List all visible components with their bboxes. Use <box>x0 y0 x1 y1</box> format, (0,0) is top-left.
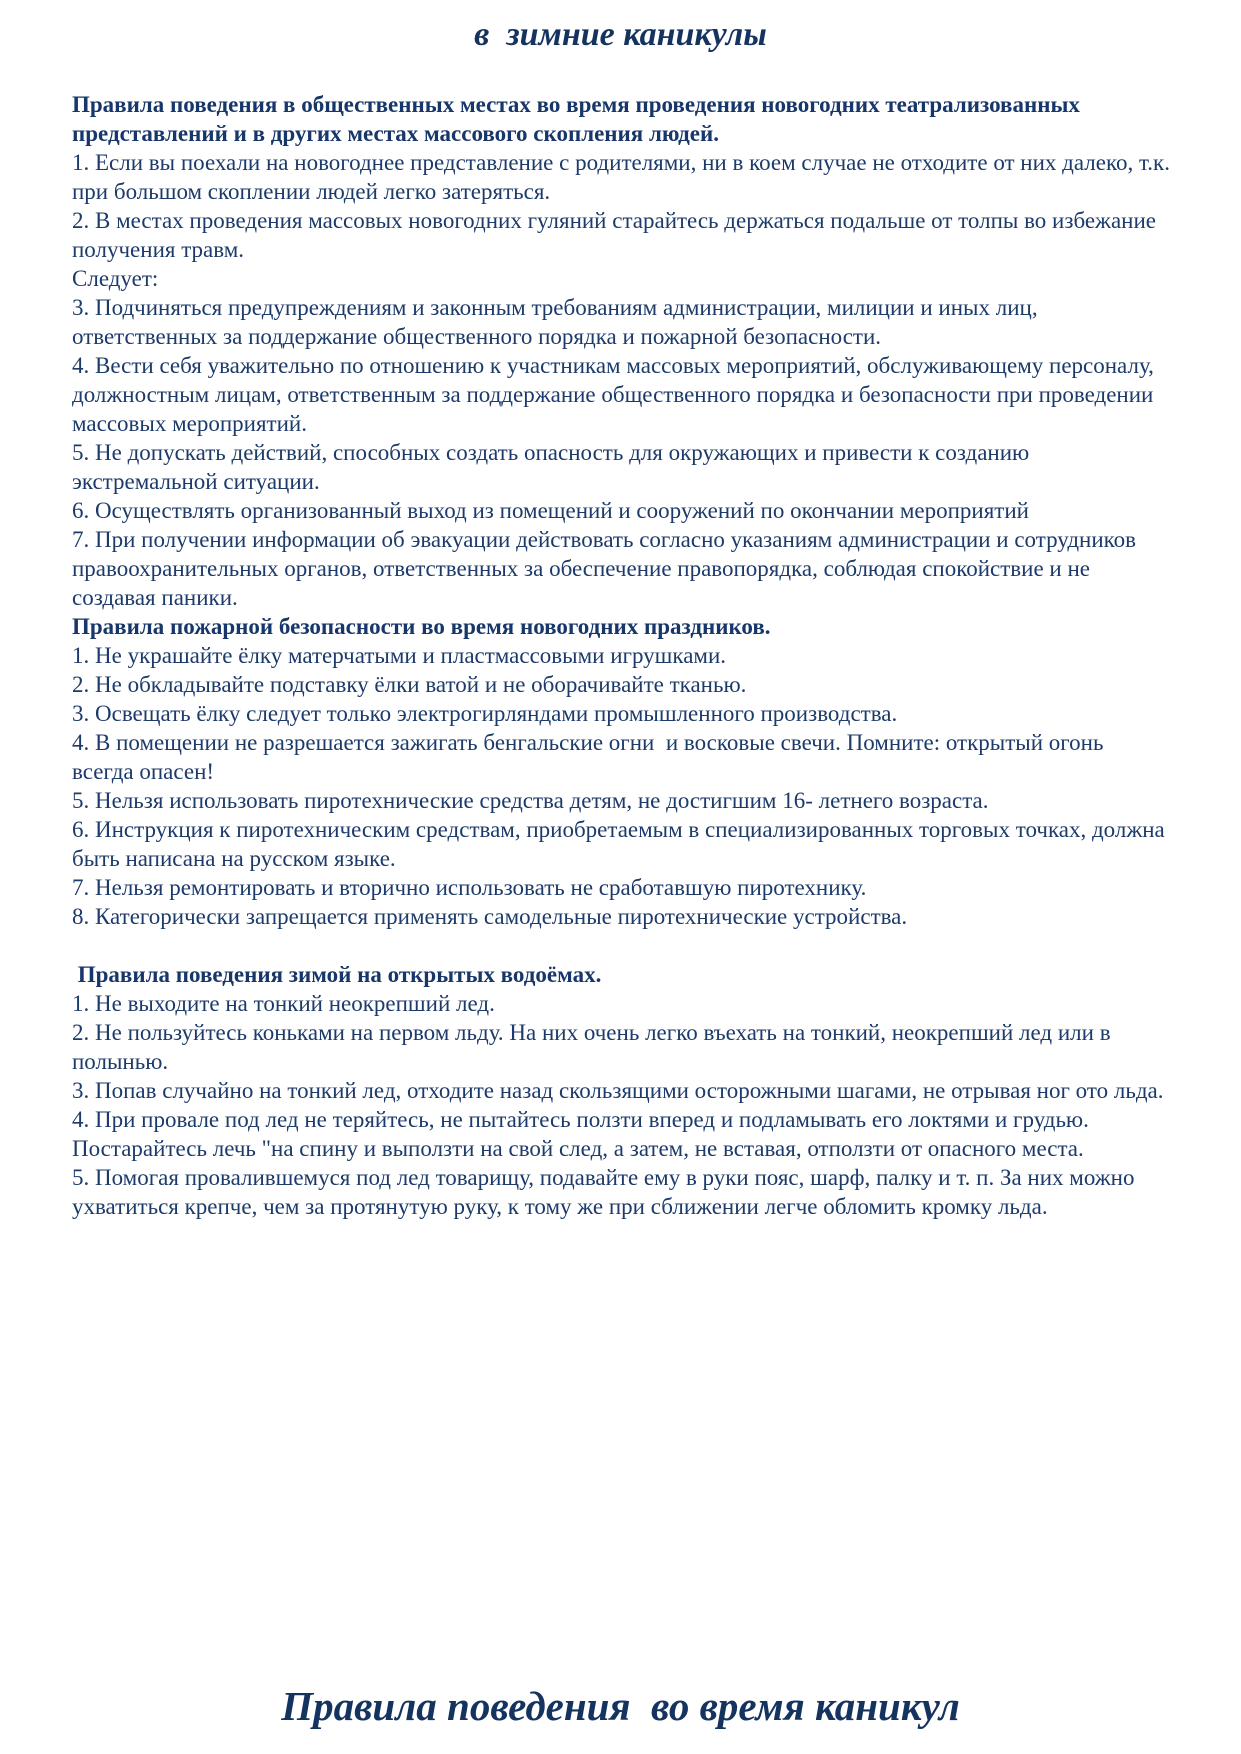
list-item: 7. При получении информации об эвакуации действовать согласно указаниям администрации и сотрудников правоохранительных органов, ответственных за обеспечение правопорядка, соблюдая спокойствие и не создавая паники. <box>72 527 1142 610</box>
list-item: 3. Попав случайно на тонкий лед, отходите назад скользящими осторожными шагами, не отрывая ног ото льда. <box>72 1078 1164 1103</box>
list-item: 4. В помещении не разрешается зажигать бенгальские огни и восковые свечи. Помните: открытый огонь всегда опасен! <box>72 730 1110 784</box>
section-ice-safety <box>72 960 1170 1221</box>
list-item: 6. Инструкция к пиротехническим средствам, приобретаемым в специализированных торговых точках, должна быть написана на русском языке. <box>72 817 1171 871</box>
list-item: 2. В местах проведения массовых новогодних гуляний старайтесь держаться подальше от толпы во избежание получения травм. <box>72 208 1162 262</box>
section-public-places <box>72 90 1176 612</box>
list-item: 5. Помогая провалившемуся под лед товарищу, подавайте ему в руки пояс, шарф, палку и т. п. За них можно ухватиться крепче, чем за протянутую руку, к тому же при сближении легче обломить кромку льда. <box>72 1165 1141 1219</box>
section-fire-safety <box>72 612 1170 931</box>
list-item: 5. Не допускать действий, способных создать опасность для окружающих и привести к созданию экстремальной ситуации. <box>72 440 1035 494</box>
list-item: 8. Категорически запрещается применять самодельные пиротехнические устройства. <box>72 904 908 929</box>
section-heading: Правила поведения в общественных местах во время проведения новогодних театрализованных представлений и в других местах массового скопления людей. <box>72 92 1086 146</box>
list-item: 2. Не пользуйтесь коньками на первом льду. На них очень легко въехать на тонкий, неокрепший лед или в полынью. <box>72 1020 1117 1074</box>
list-item: 1. Не украшайте ёлку матерчатыми и пластмассовыми игрушками. <box>72 643 727 668</box>
document-body <box>72 90 1176 1221</box>
list-item: 6. Осуществлять организованный выход из помещений и сооружений по окончании мероприятий <box>72 498 1029 523</box>
list-item: 2. Не обкладывайте подставку ёлки ватой и не оборачивайте тканью. <box>72 672 747 697</box>
list-item: 4. При провале под лед не теряйтесь, не пытайтесь ползти вперед и подламывать его локтями и грудью. Постарайтесь лечь "на спину и выползти на свой след, а затем, не вставая, отползти от опасного места. <box>72 1107 1095 1161</box>
list-item: Следует: <box>72 266 159 291</box>
list-item: 4. Вести себя уважительно по отношению к участникам массовых мероприятий, обслуживающему персоналу, должностным лицам, ответственным за поддержание общественного порядка и безопасности при проведении массовых мероприятий. <box>72 353 1160 436</box>
list-item: 1. Если вы поехали на новогоднее представление с родителями, ни в коем случае не отходите от них далеко, т.к. при большом скоплении людей легко затеряться. <box>72 150 1176 204</box>
section-heading: Правила поведения зимой на открытых водоёмах. <box>72 962 602 987</box>
footer-title: Правила поведения во время каникул <box>281 1683 960 1729</box>
list-item: 7. Нельзя ремонтировать и вторично использовать не сработавшую пиротехнику. <box>72 875 867 900</box>
list-item: 3. Подчиняться предупреждениям и законным требованиям администрации, милиции и иных лиц, ответственных за поддержание общественного порядка и пожарной безопасности. <box>72 295 1044 349</box>
page-title: в зимние каникулы <box>474 16 767 53</box>
list-item: 3. Освещать ёлку следует только электрогирляндами промышленного производства. <box>72 701 898 726</box>
list-item: 5. Нельзя использовать пиротехнические средства детям, не достигшим 16- летнего возраста. <box>72 788 989 813</box>
section-heading: Правила пожарной безопасности во время новогодних праздников. <box>72 614 771 639</box>
list-item: 1. Не выходите на тонкий неокрепший лед. <box>72 991 495 1016</box>
